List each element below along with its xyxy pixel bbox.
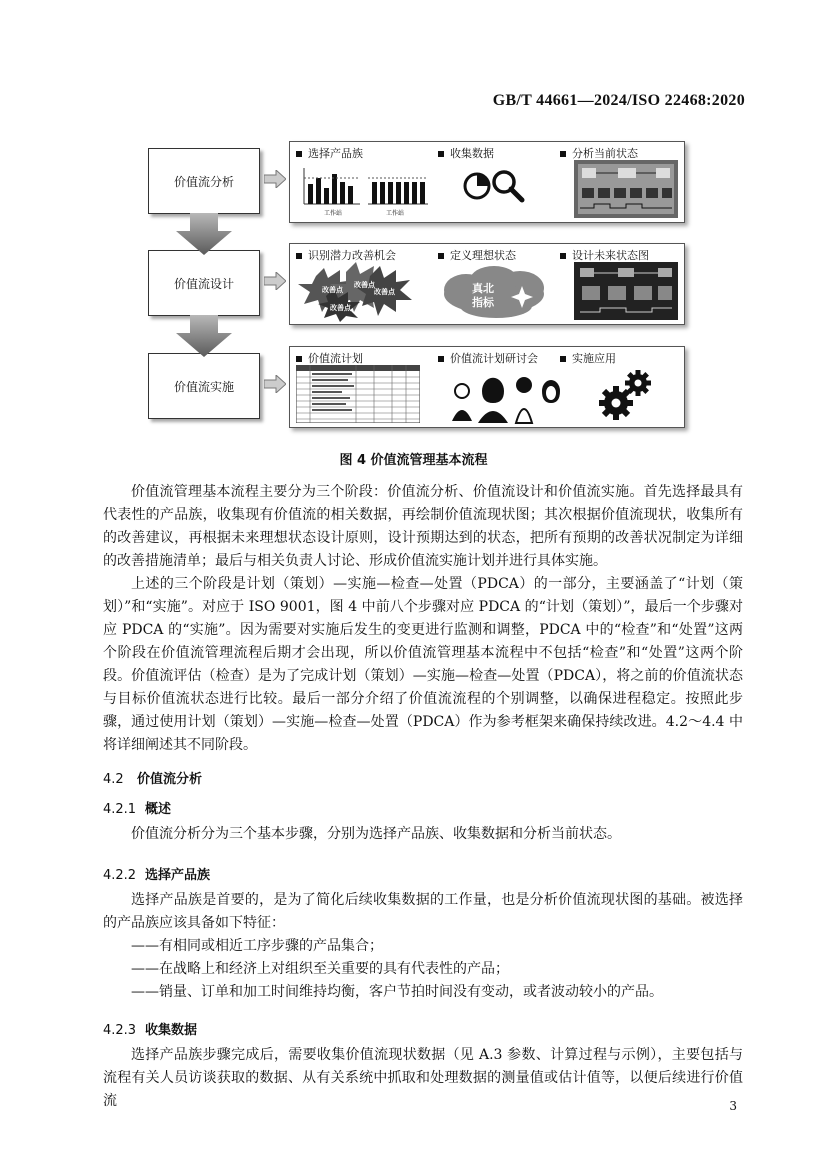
section-heading-4-2-3: 4.2.3 收集数据	[103, 1023, 198, 1038]
section-4-2-1-text: 价值流分析分为三个基本步骤，分别为选择产品族、收集数据和分析当前状态。	[131, 826, 621, 842]
bullet-square-icon	[296, 253, 302, 259]
section-4-2-3-text: 选择产品族步骤完成后，需要收集价值流现状数据（见 A.3 参数、计算过程与示例），主要包括与流程有关人员访谈获取的数据、从有关系统中抓取和处理数据的测量值或估计值等，以便后续进行价值流	[103, 1047, 743, 1109]
section-heading-4-2-1: 4.2.1 概述	[103, 802, 172, 817]
paragraph: 价值流管理基本流程主要分为三个阶段：价值流分析、价值流设计和价值流实施。首先选择最具有代表性的产品族，收集现有价值流的相关数据，再绘制价值流现状图；其次根据价值流现状，收集所有的改善建议，再根据未来理想状态设计原则，设计预期达到的状态，把所有预期的改善状况制定为详细的改善措施清单；最后与相关负责人讨论、形成价值流实施计划并进行具体实施。	[103, 484, 743, 569]
page-number: 3	[729, 1099, 737, 1113]
stage-value-stream-implementation: 价值流实施	[148, 353, 260, 419]
intro-paragraphs	[103, 481, 743, 757]
workshop-people-icon	[446, 369, 562, 425]
step-label: 定义理想状态	[450, 249, 516, 262]
bullet-square-icon	[296, 356, 302, 362]
stage-value-stream-analysis: 价值流分析	[148, 148, 260, 214]
bullet-square-icon	[438, 356, 444, 362]
bullet-square-icon	[438, 253, 444, 259]
bullet-square-icon	[560, 151, 566, 157]
future-state-map-image	[574, 262, 678, 320]
product-family-criteria-list	[131, 935, 663, 1004]
step-label: 实施应用	[572, 352, 616, 365]
improvement-burst-icon	[296, 262, 420, 322]
section-heading-4-2: 4.2 价值流分析	[103, 772, 203, 787]
down-arrow-icon	[176, 213, 232, 255]
bullet-square-icon	[438, 151, 444, 157]
step-label: 价值流计划研讨会	[450, 352, 538, 365]
step-label: 选择产品族	[308, 147, 363, 160]
right-arrow-icon	[264, 272, 286, 290]
true-north-cloud-icon	[436, 264, 554, 320]
chart-axis-label: 工作站	[324, 210, 343, 217]
document-header: GB/T 44661—2024/ISO 22468:2020	[492, 92, 745, 109]
right-arrow-icon	[264, 170, 286, 188]
step-label: 价值流计划	[308, 352, 363, 365]
current-state-map-image	[574, 160, 678, 218]
step-label: 收集数据	[450, 147, 494, 160]
burst-label: 改善点	[330, 304, 351, 312]
section-4-2-2-text: 选择产品族是首要的，是为了简化后续收集数据的工作量，也是分析价值流现状图的基础。被选择的产品族应该具备如下特征：	[103, 892, 743, 931]
list-item: ——有相同或相近工序步骤的产品集合；	[131, 938, 383, 954]
burst-label: 改善点	[354, 281, 375, 289]
step-label: 识别潜力改善机会	[308, 249, 396, 262]
paragraph: 上述的三个阶段是计划（策划）—实施—检查—处置（PDCA）的一部分，主要涵盖了“计划（策划）”和“实施”。对应于 ISO 9001，图 4 中前八个步骤对应 PDCA 的“计划（策划）”，最后一个步骤对应 PDCA 的“实施”。因为需要对实施后发生的变更进行监测和调整，PDCA 中的“检查”和“处置”这两个阶段在价值流管理流程后期才会出现，所以价值流管理基本流程中不包括“检查”和“处置”这两个阶段。价值流评估（检查）是为了完成计划（策划）—实施—检查—处置（PDCA），将之前的价值流状态与目标价值流状态进行比较。最后一部分介绍了价值流流程的个别调整，以确保进程稳定。按照此步骤，通过使用计划（策划）—实施—检查—处置（PDCA）作为参考框架来确保持续改进。4.2～4.4 中将详细阐述其不同阶段。	[103, 576, 743, 753]
workstation-bar-chart-image	[294, 160, 434, 218]
gears-icon	[596, 367, 656, 423]
right-arrow-icon	[264, 375, 286, 393]
step-label: 设计未来状态图	[572, 249, 649, 262]
stage-value-stream-design: 价值流设计	[148, 250, 260, 316]
section-heading-4-2-2: 4.2.2 选择产品族	[103, 868, 211, 883]
burst-label: 改善点	[374, 288, 395, 296]
clock-magnifier-icon	[462, 166, 530, 206]
svg-text:指标: 指标	[472, 296, 494, 309]
list-item: ——销量、订单和加工时间维持均衡，客户节拍时间没有变动，或者波动较小的产品。	[131, 984, 663, 1000]
bullet-square-icon	[560, 253, 566, 259]
step-label: 分析当前状态	[572, 147, 638, 160]
design-steps-panel	[289, 243, 685, 325]
burst-label: 改善点	[322, 286, 343, 294]
plan-spreadsheet-image	[296, 365, 420, 423]
implementation-steps-panel	[289, 346, 685, 428]
down-arrow-icon	[176, 315, 232, 357]
bullet-square-icon	[560, 356, 566, 362]
svg-text:真北: 真北	[472, 282, 494, 295]
analysis-steps-panel	[289, 141, 685, 223]
figure-caption: 图 4 价值流管理基本流程	[339, 453, 488, 468]
bullet-square-icon	[296, 151, 302, 157]
list-item: ——在战略上和经济上对组织至关重要的具有代表性的产品；	[131, 961, 509, 977]
chart-axis-label: 工作站	[386, 210, 405, 217]
